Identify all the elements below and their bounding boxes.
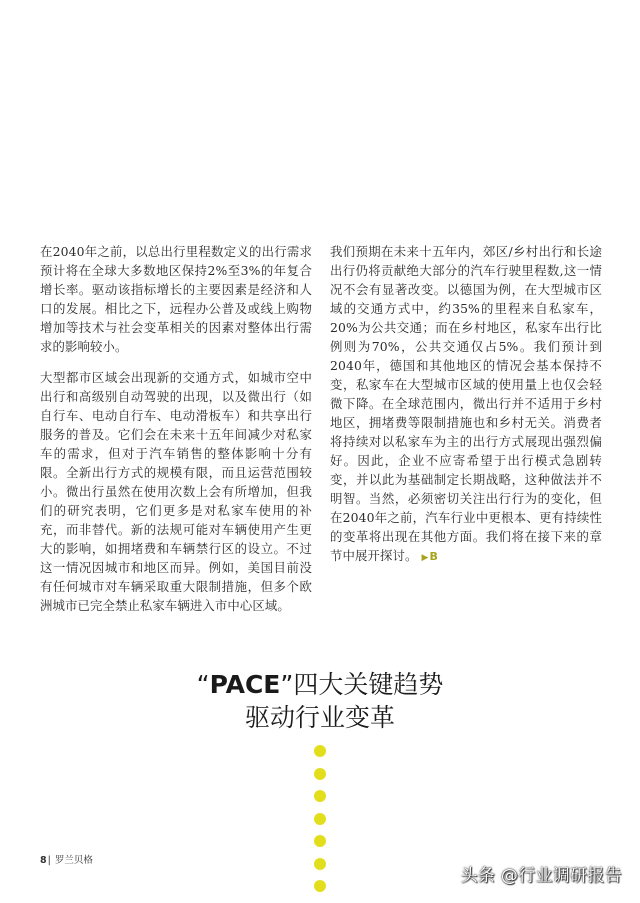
dot-icon	[314, 813, 326, 825]
paragraph-rural-travel	[330, 242, 602, 568]
headline-quote-open: “	[196, 670, 210, 699]
footer-separator: |	[47, 855, 51, 866]
dot-icon	[314, 880, 326, 892]
headline-line-2: 驱动行业变革	[244, 703, 395, 732]
headline-line-1	[0, 668, 640, 701]
publisher-name: 罗兰贝格	[54, 855, 93, 866]
dot-icon	[314, 768, 326, 780]
dot-icon	[314, 790, 326, 802]
section-end-label: B	[429, 550, 438, 563]
page-number: 8	[40, 855, 47, 866]
watermark: 头条 @行业调研报告	[460, 866, 622, 886]
dot-icon	[314, 835, 326, 847]
headline-quote-close: ”	[280, 670, 294, 699]
triangle-right-icon: ▶	[421, 553, 429, 563]
right-text-column	[330, 242, 602, 580]
dot-icon	[314, 858, 326, 870]
headline-brand: PACE	[209, 670, 281, 699]
dotted-divider	[314, 745, 326, 903]
page-footer	[40, 852, 93, 866]
headline-line-1-rest: 四大关键趋势	[293, 670, 444, 699]
dot-icon	[314, 745, 326, 757]
section-headline	[0, 668, 640, 734]
paragraph-travel-demand: 在2040年之前，以总出行里程数定义的出行需求预计将在全球大多数地区保持2%至3%的年复合增长率。驱动该指标增长的主要因素是经济和人口的发展。相比之下，远程办公普及或线上购物增加等技术与社会变革相关的因素对整体出行需求的影响较小。	[40, 244, 312, 354]
left-text-column	[40, 242, 312, 627]
paragraph-rural-travel-text: 我们预期在未来十五年内，郊区/乡村出行和长途出行仍将贡献绝大部分的汽车行驶里程数,这一情况不会有显著改变。以德国为例，在大型城市区域的交通方式中，约35%的里程来自私家车，20%为公共交通；而在乡村地区，私家车出行比例则为70%，公共交通仅占5%。我们预计到2040年，德国和其他地区的情况会基本保持不变，私家车在大型城市区域的使用量上也仅会轻微下降。在全球范围内，微出行并不适用于乡村地区，拥堵费等限制措施也和乡村无关。消费者将持续对以私家车为主的出行方式展现出强烈偏好。因此，企业不应寄希望于出行模式急剧转变，并以此为基础制定长期战略，这种做法并不明智。当然，必须密切关注出行行为的变化，但在2040年之前，汽车行业中更根本、更有持续性的变革将出现在其他方面。我们将在接下来的章节中展开探讨。	[330, 244, 602, 563]
section-end-marker	[421, 547, 438, 568]
paragraph-urban-mobility: 大型都市区域会出现新的交通方式，如城市空中出行和高级别自动驾驶的出现，以及微出行（如自行车、电动自行车、电动滑板车）和共享出行服务的普及。它们会在未来十五年间减少对私家车的需求，但对于汽车销售的整体影响十分有限。全新出行方式的规模有限，而且运营范围较小。微出行虽然在使用次数上会有所增加，但我们的研究表明，它们更多是对私家车使用的补充，而非替代。新的法规可能对车辆使用产生更大的影响，如拥堵费和车辆禁行区的设立。不过这一情况因城市和地区而异。例如，美国目前没有任何城市对车辆采取重大限制措施，但多个欧洲城市已完全禁止私家车辆进入市中心区域。	[40, 370, 312, 613]
